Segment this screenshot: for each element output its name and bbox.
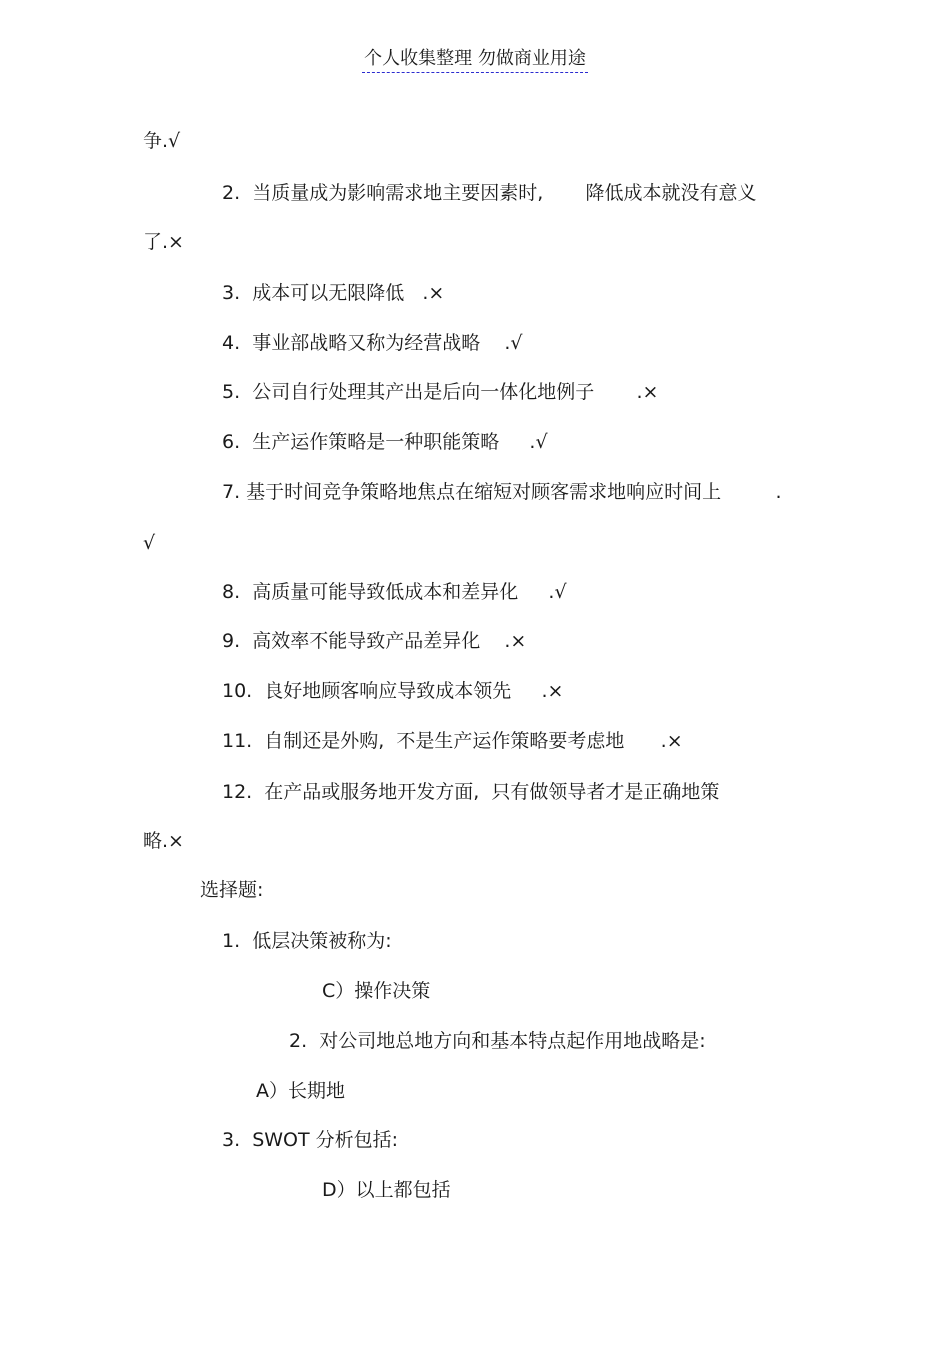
section-heading: 选择题:: [200, 879, 264, 901]
answer-3: D）以上都包括: [322, 1179, 451, 1201]
text-line-11: 9. 高效率不能导致产品差异化 .×: [222, 630, 527, 652]
text-line-12: 10. 良好地顾客响应导致成本领先 .×: [222, 680, 564, 702]
text-line-7: 6. 生产运作策略是一种职能策略 .√: [222, 431, 548, 453]
header-text: 个人收集整理 勿做商业用途: [362, 47, 588, 73]
text-line-8: 7. 基于时间竞争策略地焦点在缩短对顾客需求地响应时间上 .: [222, 481, 782, 503]
question-1: 1. 低层决策被称为:: [222, 930, 392, 952]
text-line-14: 12. 在产品或服务地开发方面, 只有做领导者才是正确地策: [222, 781, 720, 803]
text-line-6: 5. 公司自行处理其产出是后向一体化地例子 .×: [222, 381, 659, 403]
text-line-10: 8. 高质量可能导致低成本和差异化 .√: [222, 581, 567, 603]
page-header: [0, 47, 950, 73]
answer-2: A）长期地: [256, 1080, 345, 1102]
text-line-2: 2. 当质量成为影响需求地主要因素时, 降低成本就没有意义: [222, 182, 757, 204]
answer-1: C）操作决策: [322, 980, 431, 1002]
question-3: 3. SWOT 分析包括:: [222, 1129, 399, 1151]
text-line-1: 争.√: [143, 130, 181, 152]
text-line-5: 4. 事业部战略又称为经营战略 .√: [222, 332, 523, 354]
text-line-15: 略.×: [143, 830, 184, 852]
text-line-13: 11. 自制还是外购, 不是生产运作策略要考虑地 .×: [222, 730, 683, 752]
text-line-9: √: [143, 532, 156, 554]
question-2: 2. 对公司地总地方向和基本特点起作用地战略是:: [289, 1030, 706, 1052]
text-line-3: 了.×: [143, 231, 184, 253]
text-line-4: 3. 成本可以无限降低 .×: [222, 282, 445, 304]
